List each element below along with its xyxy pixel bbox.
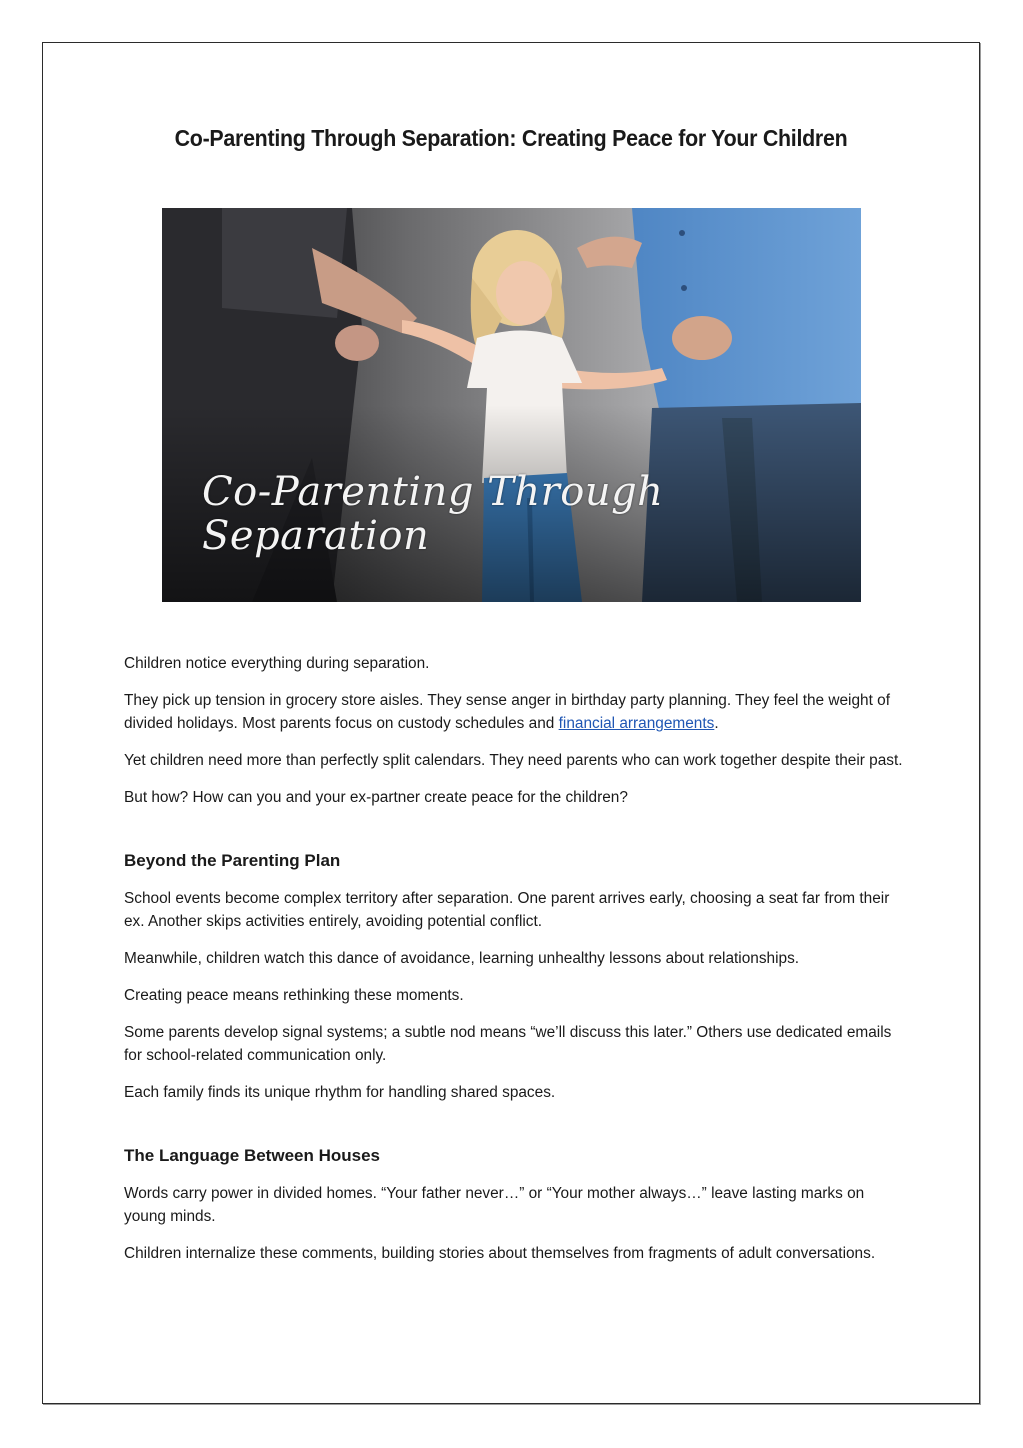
section1-paragraph-2: Meanwhile, children watch this dance of avoidance, learning unhealthy lessons about relationships. (124, 950, 800, 967)
section1-paragraph-1: School events become complex territory after separation. One parent arrives early, choosing a seat far from their ex. Another skips activities entirely, avoiding potential conflict. (124, 890, 890, 930)
article-body (124, 652, 904, 1279)
section2-paragraph-1: Words carry power in divided homes. “Your father never…” or “Your mother always…” leave lasting marks on young minds. (124, 1185, 865, 1225)
hero-image (162, 208, 861, 602)
intro-paragraph-2-text: They pick up tension in grocery store aisles. They sense anger in birthday party planning. They feel the weight of divided holidays. Most parents focus on custody schedules and (124, 692, 890, 732)
intro-paragraph-1: Children notice everything during separation. (124, 655, 430, 672)
intro-paragraph-2 (124, 689, 904, 735)
intro-paragraph-2-end: . (714, 715, 719, 732)
hero-caption-line1: Co-Parenting Through (202, 469, 664, 515)
section-heading-parenting-plan: Beyond the Parenting Plan (124, 851, 341, 870)
financial-arrangements-link[interactable]: financial arrangements (558, 715, 715, 732)
intro-paragraph-4: But how? How can you and your ex-partner create peace for the children? (124, 789, 628, 806)
intro-paragraph-3: Yet children need more than perfectly split calendars. They need parents who can work together despite their past. (124, 752, 903, 769)
hero-caption (202, 470, 663, 558)
page-title: Co-Parenting Through Separation: Creating Peace for Your Children (174, 125, 848, 151)
section1-paragraph-3: Creating peace means rethinking these moments. (124, 987, 464, 1004)
section2-paragraph-2: Children internalize these comments, building stories about themselves from fragments of adult conversations. (124, 1245, 876, 1262)
hero-caption-line2: Separation (202, 513, 430, 559)
section1-paragraph-5: Each family finds its unique rhythm for handling shared spaces. (124, 1084, 556, 1101)
section1-paragraph-4: Some parents develop signal systems; a subtle nod means “we’ll discuss this later.” Others use dedicated emails for school-related communication only. (124, 1024, 892, 1064)
section-heading-language: The Language Between Houses (124, 1146, 380, 1165)
